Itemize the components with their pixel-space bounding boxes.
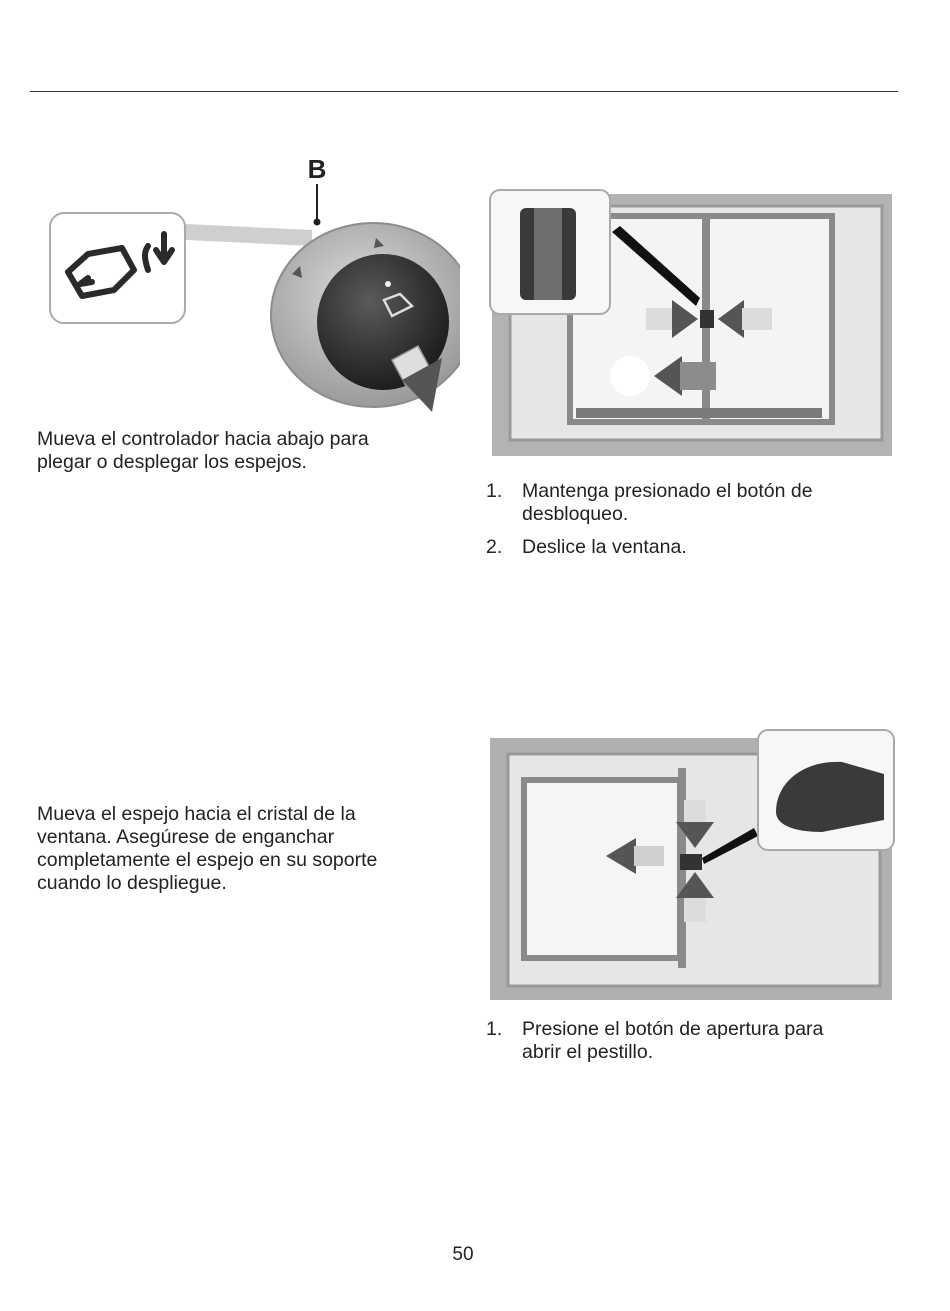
mirror-control-figure: [40, 150, 460, 420]
mirror-instruction: Mueva el espejo hacia el cristal de la ventana. Asegúrese de enganchar completamente el espejo en su soporte cuando lo despliegue.: [37, 803, 378, 894]
fold-instruction: Mueva el controlador hacia abajo para plegar o desplegar los espejos.: [37, 428, 369, 473]
page-number: 50: [452, 1244, 474, 1265]
release-button: [700, 310, 714, 328]
window-release-figure: [486, 186, 896, 464]
window-latch-figure: [486, 728, 898, 1004]
list-item: 1. Mantenga presionado el botón de desbloqueo.: [486, 480, 813, 525]
list-item: 2. Deslice la ventana.: [486, 536, 687, 558]
release-steps-list: [486, 480, 906, 569]
header-rule: [30, 91, 898, 92]
window-frame: [524, 780, 680, 958]
zoom-beam: [186, 224, 312, 246]
step-marker: [610, 356, 650, 396]
callout-label-b: B: [307, 154, 327, 184]
list-item: 1. Presione el botón de apertura para abrir el pestillo.: [486, 1018, 824, 1063]
latch-steps-list: [486, 1018, 906, 1074]
latch-button: [680, 854, 702, 870]
